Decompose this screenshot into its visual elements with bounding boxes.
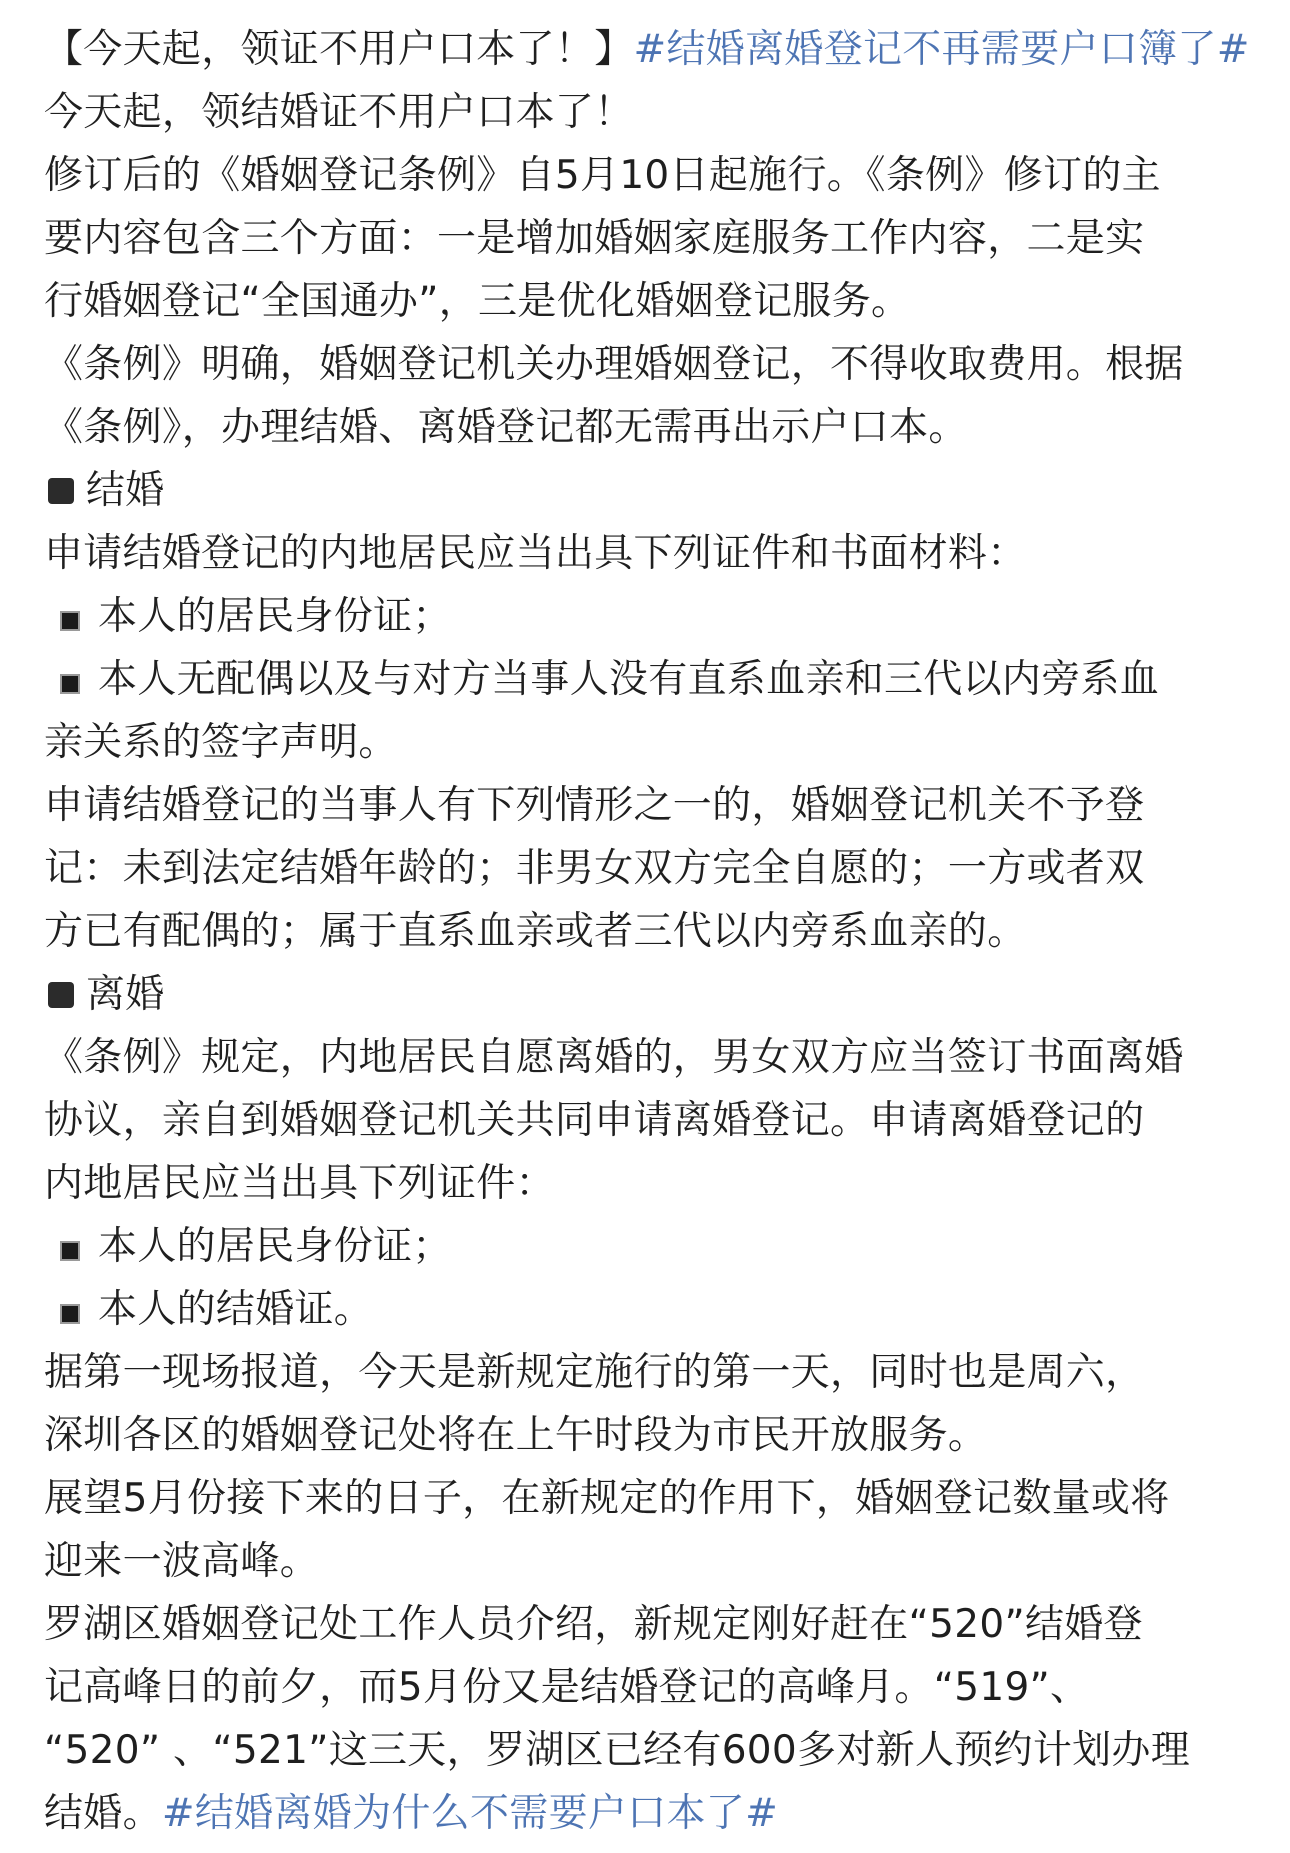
closing-text: 结婚。 — [44, 1791, 162, 1836]
marriage-item-1-text: 本人的居民身份证； — [98, 594, 452, 639]
regulation-paragraph-line-2: 要内容包含三个方面：一是增加婚姻家庭服务工作内容，二是实 — [44, 216, 1145, 261]
regulation-paragraph-line-3: 行婚姻登记“全国通办”，三是优化婚姻登记服务。 — [44, 279, 911, 324]
report-paragraph-line-2: 深圳各区的婚姻登记处将在上午时段为市民开放服务。 — [44, 1413, 988, 1458]
marriage-list-item — [44, 585, 1259, 648]
divorce-item-1-text: 本人的居民身份证； — [98, 1224, 452, 1269]
marriage-item-2-continuation: 亲关系的签字声明。 — [44, 720, 398, 765]
luohu-paragraph-line-3: “520” 、“521”这三天，罗湖区已经有600多对新人预约计划办理 — [44, 1728, 1191, 1773]
black-small-square-icon — [60, 611, 80, 631]
report-paragraph-line-1: 据第一现场报道，今天是新规定施行的第一天，同时也是周六， — [44, 1350, 1145, 1395]
marriage-intro: 申请结婚登记的内地居民应当出具下列证件和书面材料： — [44, 531, 1027, 576]
black-square-icon — [48, 478, 74, 504]
divorce-item-2-text: 本人的结婚证。 — [98, 1287, 374, 1332]
luohu-paragraph-line-2: 记高峰日的前夕，而5月份又是结婚登记的高峰月。“519”、 — [44, 1665, 1090, 1710]
luohu-paragraph-line-4 — [44, 1782, 1259, 1845]
divorce-paragraph-line-1: 《条例》规定，内地居民自愿离婚的，男女双方应当签订书面离婚 — [44, 1035, 1184, 1080]
black-small-square-icon — [60, 1304, 80, 1324]
fee-paragraph-line-2: 《条例》，办理结婚、离婚登记都无需再出示户口本。 — [44, 405, 968, 450]
divorce-list-item — [44, 1278, 1259, 1341]
divorce-heading-label: 离婚 — [86, 972, 165, 1017]
divorce-paragraph-line-2: 协议，亲自到婚姻登记机关共同申请离婚登记。申请离婚登记的 — [44, 1098, 1145, 1143]
post-content — [44, 18, 1259, 1845]
fee-paragraph-line-1: 《条例》明确，婚姻登记机关办理婚姻登记，不得收取费用。根据 — [44, 342, 1184, 387]
headline-hashtag-link[interactable]: #结婚离婚登记不再需要户口簿了# — [633, 27, 1250, 72]
regulation-paragraph-line-1: 修订后的《婚姻登记条例》自5月10日起施行。《条例》修订的主 — [44, 153, 1161, 198]
outlook-paragraph-line-2: 迎来一波高峰。 — [44, 1539, 320, 1584]
intro-paragraph: 今天起，领结婚证不用户口本了！ — [44, 90, 634, 135]
black-square-icon — [48, 982, 74, 1008]
refusal-paragraph-line-2: 记：未到法定结婚年龄的；非男女双方完全自愿的；一方或者双 — [44, 846, 1145, 891]
divorce-paragraph-line-3: 内地居民应当出具下列证件： — [44, 1161, 555, 1206]
marriage-list-item — [44, 648, 1259, 711]
headline-text: 【今天起，领证不用户口本了！】 — [44, 27, 634, 72]
divorce-list-item — [44, 1215, 1259, 1278]
outlook-paragraph-line-1: 展望5月份接下来的日子，在新规定的作用下，婚姻登记数量或将 — [44, 1476, 1170, 1521]
headline-line — [44, 18, 1259, 81]
luohu-paragraph-line-1: 罗湖区婚姻登记处工作人员介绍，新规定刚好赶在“520”结婚登 — [44, 1602, 1143, 1647]
marriage-item-2-text: 本人无配偶以及与对方当事人没有直系血亲和三代以内旁系血 — [98, 657, 1160, 702]
divorce-section-heading — [44, 963, 1259, 1026]
marriage-section-heading — [44, 459, 1259, 522]
marriage-heading-label: 结婚 — [86, 468, 165, 513]
refusal-paragraph-line-3: 方已有配偶的；属于直系血亲或者三代以内旁系血亲的。 — [44, 909, 1027, 954]
closing-hashtag-link[interactable]: #结婚离婚为什么不需要户口本了# — [161, 1791, 779, 1836]
black-small-square-icon — [60, 674, 80, 694]
refusal-paragraph-line-1: 申请结婚登记的当事人有下列情形之一的，婚姻登记机关不予登 — [44, 783, 1145, 828]
black-small-square-icon — [60, 1241, 80, 1261]
